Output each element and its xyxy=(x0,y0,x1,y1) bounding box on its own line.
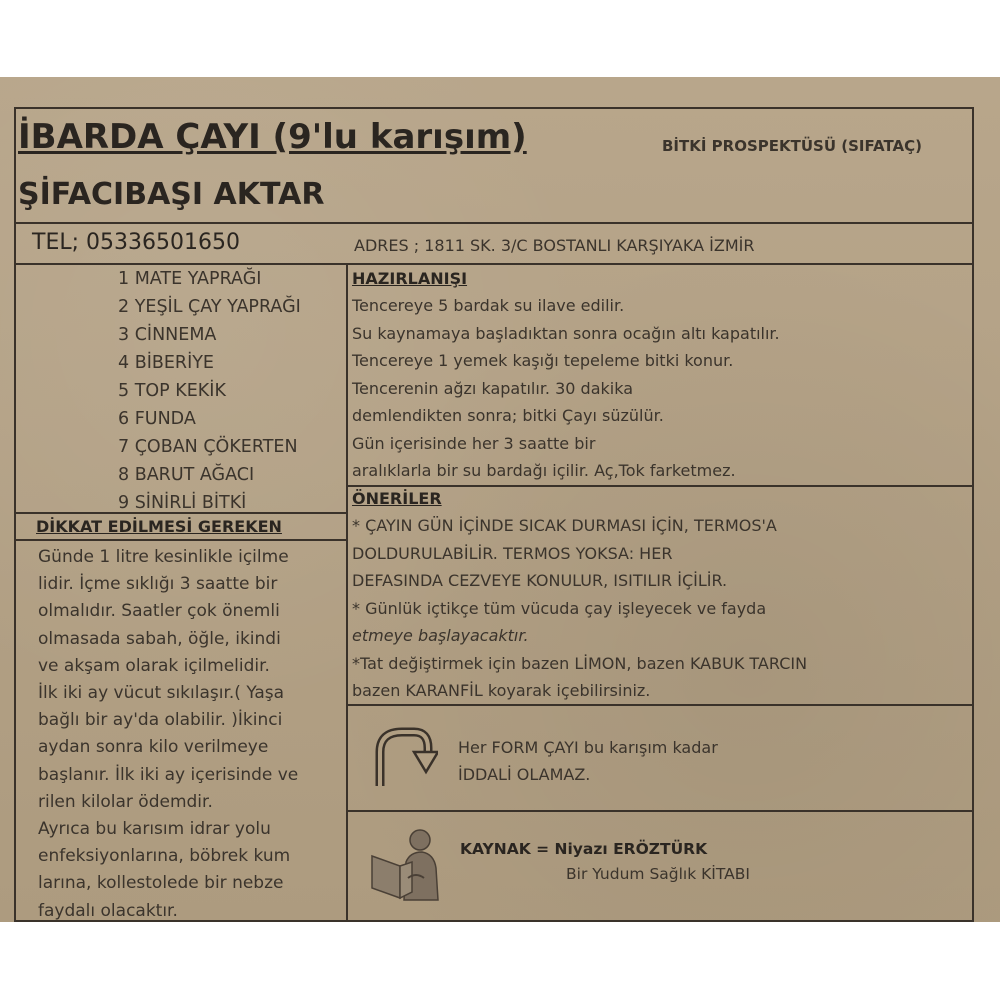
phone-number: TEL; 05336501650 xyxy=(32,230,240,255)
preparation-body xyxy=(352,292,780,485)
ingredient-list xyxy=(118,265,301,517)
text-line: olmalıdır. Saatler çok önemli xyxy=(38,601,280,622)
address: ADRES ; 1811 SK. 3/C BOSTANLI KARŞIYAKA İZMİR xyxy=(354,236,755,255)
text-line: enfeksiyonlarına, böbrek kum xyxy=(38,846,291,867)
text-line: Tencereye 1 yemek kaşığı tepeleme bitki konur. xyxy=(352,351,734,370)
text-line: * ÇAYIN GÜN İÇİNDE SICAK DURMASI İÇİN, TERMOS'A xyxy=(352,516,777,535)
text-line: aydan sonra kilo verilmeye xyxy=(38,737,269,758)
text-line: İlk iki ay vücut sıkılaşır.( Yaşa xyxy=(38,683,285,704)
list-item: 3 CİNNEMA xyxy=(118,325,217,345)
source-book: Bir Yudum Sağlık KİTABI xyxy=(566,865,750,883)
prospectus-label: BİTKİ PROSPEKTÜSÜ (SIFATAÇ) xyxy=(662,137,923,155)
person-book-icon xyxy=(364,822,444,902)
text-line: ve akşam olarak içilmelidir. xyxy=(38,655,270,676)
text-line: Tencerenin ağzı kapatılır. 30 dakika xyxy=(352,378,633,398)
text-line: DOLDURULABİLİR. TERMOS YOKSA: HER xyxy=(352,543,673,563)
dikkat-body xyxy=(38,544,298,925)
text-line: lidir. İçme sıklığı 3 saatte bir xyxy=(38,574,278,595)
divider-oneriler xyxy=(346,485,974,487)
text-line: Tencereye 5 bardak su ilave edilir. xyxy=(352,296,625,315)
divider-kaynak xyxy=(346,810,974,812)
product-title: İBARDA ÇAYI (9'lu karışım) xyxy=(18,117,527,157)
shop-name: ŞİFACIBAŞI AKTAR xyxy=(18,177,325,212)
divider-header xyxy=(14,222,974,224)
list-item: 8 BARUT AĞACI xyxy=(118,465,255,485)
form-note xyxy=(458,734,718,788)
dikkat-heading: DİKKAT EDİLMESİ GEREKEN xyxy=(36,517,282,536)
text-line: *Tat değiştirmek için bazen LİMON, bazen KABUK TARCIN xyxy=(352,653,808,673)
text-line: olmasada sabah, öğle, ikindi xyxy=(38,628,281,649)
list-item: 1 MATE YAPRAĞI xyxy=(118,269,262,289)
text-line: larına, kollestolede bir nebze xyxy=(38,873,284,894)
text-line: rilen kilolar ödemdir. xyxy=(38,791,213,812)
text-line: başlanır. İlk iki ay içerisinde ve xyxy=(38,764,299,785)
list-item: 4 BİBERİYE xyxy=(118,353,214,373)
label-card xyxy=(0,77,1000,922)
text-line: DEFASINDA CEZVEYE KONULUR, ISITILIR İÇİLİR. xyxy=(352,571,728,590)
text-line: Her FORM ÇAYI bu karışım kadar xyxy=(458,738,718,757)
text-line: * Günlük içtikçe tüm vücuda çay işleyecek ve fayda xyxy=(352,598,767,618)
list-item: 5 TOP KEKİK xyxy=(118,381,226,401)
list-item: 2 YEŞİL ÇAY YAPRAĞI xyxy=(118,297,301,317)
divider-dikkat-head xyxy=(14,539,348,541)
text-line: Gün içerisinde her 3 saatte bir xyxy=(352,433,596,453)
suggestions-body xyxy=(352,512,807,705)
suggestions-heading: ÖNERİLER xyxy=(352,489,442,508)
text-line: faydalı olacaktır. xyxy=(38,900,178,921)
text-line: Ayrıca bu karısım idrar yolu xyxy=(38,819,271,840)
text-line: etmeye başlayacaktır. xyxy=(352,626,529,645)
divider-column xyxy=(346,263,348,922)
text-line: İDDALİ OLAMAZ. xyxy=(458,765,591,784)
text-line: Günde 1 litre kesinlikle içilme xyxy=(38,547,289,567)
text-line: bağlı bir ay'da olabilir. )İkinci xyxy=(38,710,283,731)
list-item: 9 SİNİRLİ BİTKİ xyxy=(118,493,247,513)
text-line: demlendikten sonra; bitki Çayı süzülür. xyxy=(352,406,664,425)
text-line: Su kaynamaya başladıktan sonra ocağın altı kapatılır. xyxy=(352,323,780,343)
preparation-heading: HAZIRLANIŞI xyxy=(352,269,468,288)
text-line: bazen KARANFİL koyarak içebilirsiniz. xyxy=(352,681,651,700)
list-item: 6 FUNDA xyxy=(118,409,196,429)
list-item: 7 ÇOBAN ÇÖKERTEN xyxy=(118,437,298,457)
source-author: KAYNAK = Niyazı ERÖZTÜRK xyxy=(460,840,708,858)
text-line: aralıklarla bir su bardağı içilir. Aç,Tok farketmez. xyxy=(352,461,736,480)
curved-arrow-icon xyxy=(368,722,438,792)
